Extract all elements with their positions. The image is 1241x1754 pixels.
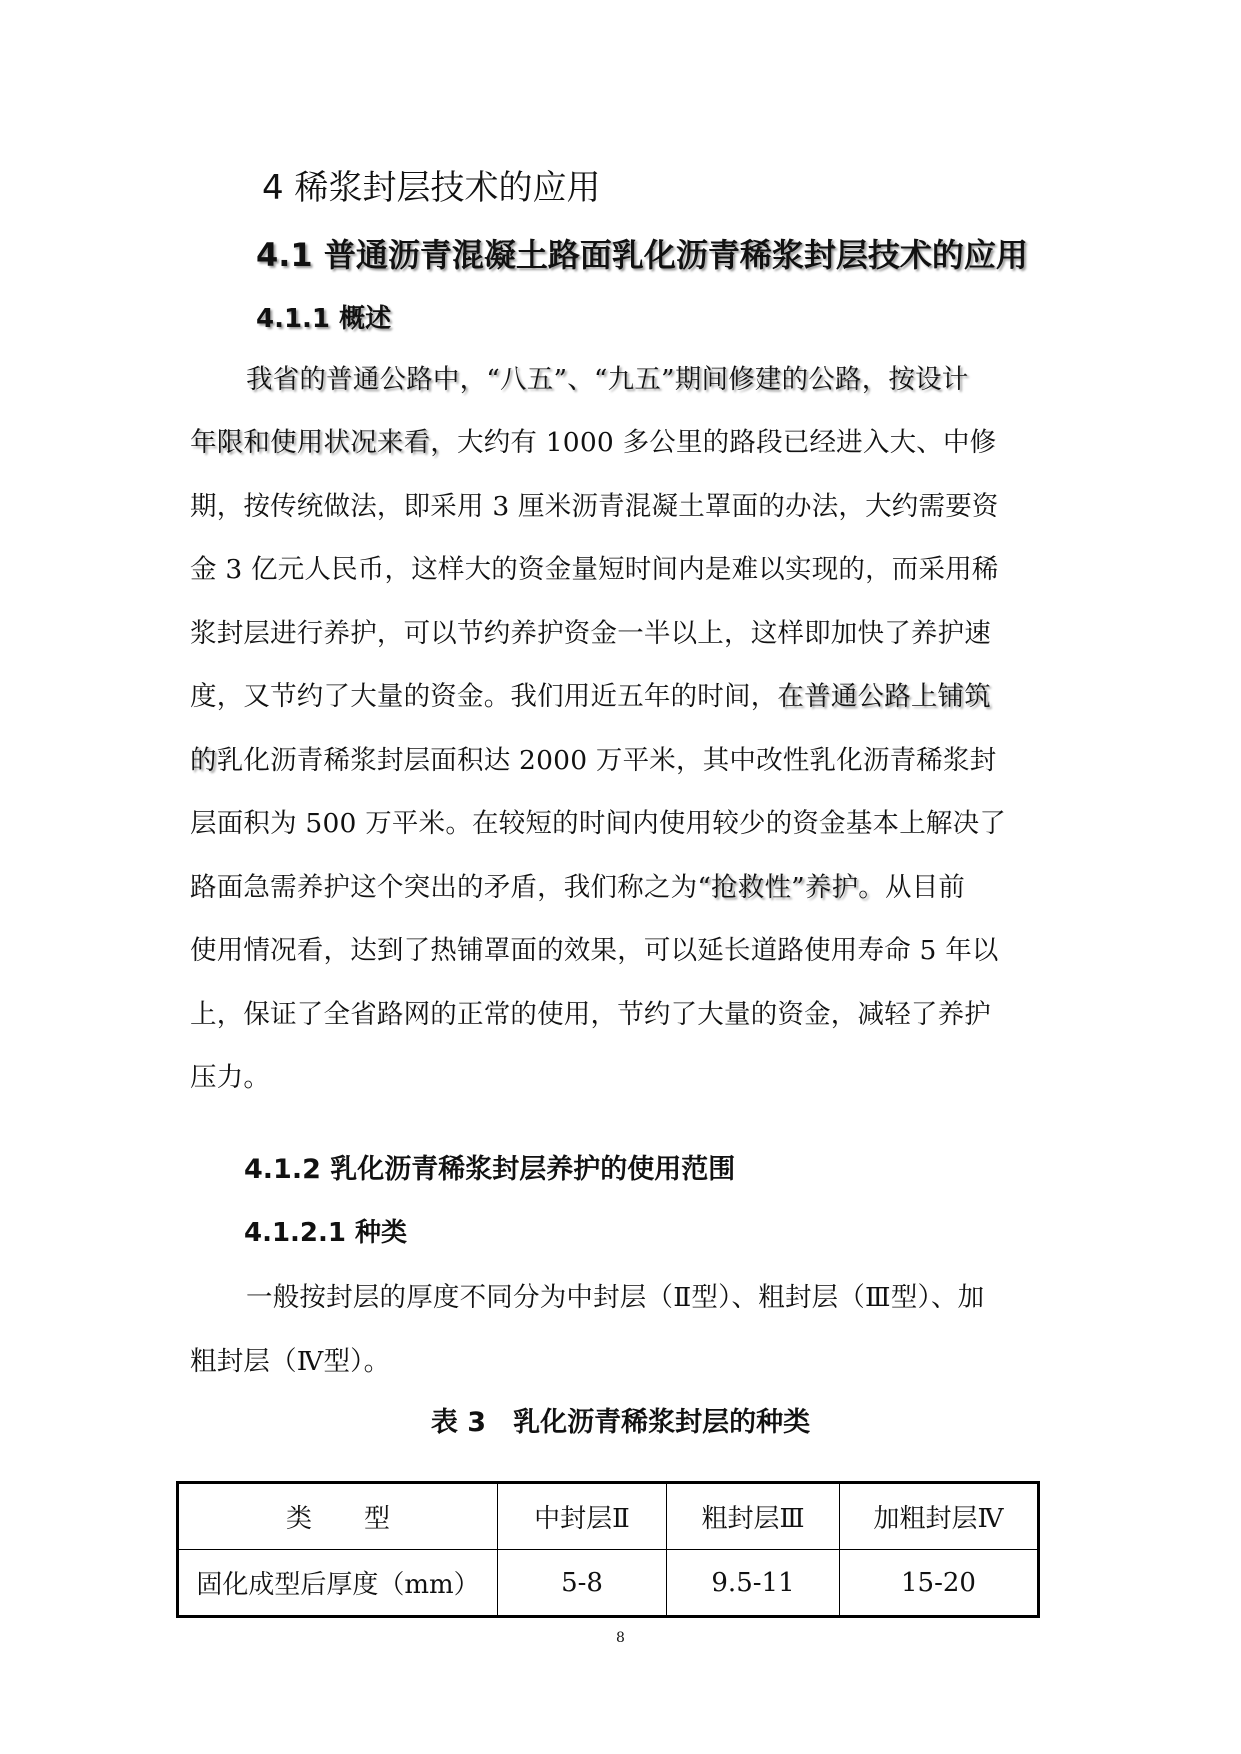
- slurry-seal-types-table: [176, 1481, 1040, 1618]
- table-cell: 9.5-11: [667, 1550, 840, 1617]
- text-run: 乳化沥青稀浆封层面积达 2000 万平米，其中改性乳化沥青稀浆封: [216, 745, 997, 776]
- text-run: 大约有 1000 多公里的路段已经进入大、中修: [457, 427, 997, 458]
- text-line: 我省的普通公路中，“八五”、“九五”期间修建的公路，按设计: [246, 364, 969, 395]
- text-line: 期，按传统做法，即采用 3 厘米沥青混凝土罩面的办法，大约需要资: [190, 491, 999, 522]
- text-run: 的: [190, 745, 217, 776]
- table-cell: 固化成型后厚度（mm）: [178, 1550, 498, 1617]
- table-header-cell: 类 型: [178, 1483, 498, 1550]
- text-line: [190, 674, 1058, 713]
- text-line: 金 3 亿元人民币，这样大的资金量短时间内是难以实现的，而采用稀: [190, 554, 999, 585]
- text-run: “抢救性”养护。: [697, 872, 886, 903]
- text-line: 一般按封层的厚度不同分为中封层（Ⅱ型）、粗封层（Ⅲ型）、加: [246, 1282, 985, 1313]
- table-header-cell: 加粗封层Ⅳ: [840, 1483, 1039, 1550]
- subsection-heading: 4.1 普通沥青混凝土路面乳化沥青稀浆封层技术的应用: [256, 236, 1028, 274]
- page-number: 8: [616, 1630, 625, 1646]
- text-run: 度，又节约了大量的资金。我们用近五年的时间，: [190, 681, 778, 712]
- text-line: [190, 738, 1058, 777]
- subsubsection-heading-overview: 4.1.1 概述: [256, 304, 392, 334]
- text-line: 层面积为 500 万平米。在较短的时间内使用较少的资金基本上解决了: [190, 808, 1007, 839]
- text-run: 在普通公路上铺筑: [777, 681, 992, 712]
- text-line: 使用情况看，达到了热铺罩面的效果，可以延长道路使用寿命 5 年以: [190, 935, 999, 966]
- table-header-cell: 中封层Ⅱ: [498, 1483, 667, 1550]
- section-heading: 4 稀浆封层技术的应用: [262, 168, 601, 208]
- table-header-cell: 粗封层Ⅲ: [667, 1483, 840, 1550]
- table-cell: 5-8: [498, 1550, 667, 1617]
- text-line: 浆封层进行养护，可以节约养护资金一半以上，这样即加快了养护速: [190, 618, 991, 649]
- table-header-row: [178, 1483, 1039, 1550]
- text-run: 年限和使用状况来看，: [190, 427, 457, 458]
- text-line: 粗封层（Ⅳ型）。: [190, 1346, 391, 1377]
- subsubsection-heading-scope: 4.1.2 乳化沥青稀浆封层养护的使用范围: [244, 1154, 736, 1185]
- text-run: 从目前: [885, 872, 966, 903]
- subsubsubsection-heading-types: 4.1.2.1 种类: [244, 1218, 408, 1248]
- text-line: 压力。: [190, 1062, 271, 1093]
- table-row: [178, 1550, 1039, 1617]
- table-cell: 15-20: [840, 1550, 1039, 1617]
- text-line: [190, 865, 1058, 904]
- text-run: 路面急需养护这个突出的矛盾，我们称之为: [190, 872, 698, 903]
- text-line: [190, 420, 1058, 459]
- table-caption: 表 3 乳化沥青稀浆封层的种类: [430, 1407, 811, 1438]
- text-line: 上，保证了全省路网的正常的使用，节约了大量的资金，减轻了养护: [190, 999, 991, 1030]
